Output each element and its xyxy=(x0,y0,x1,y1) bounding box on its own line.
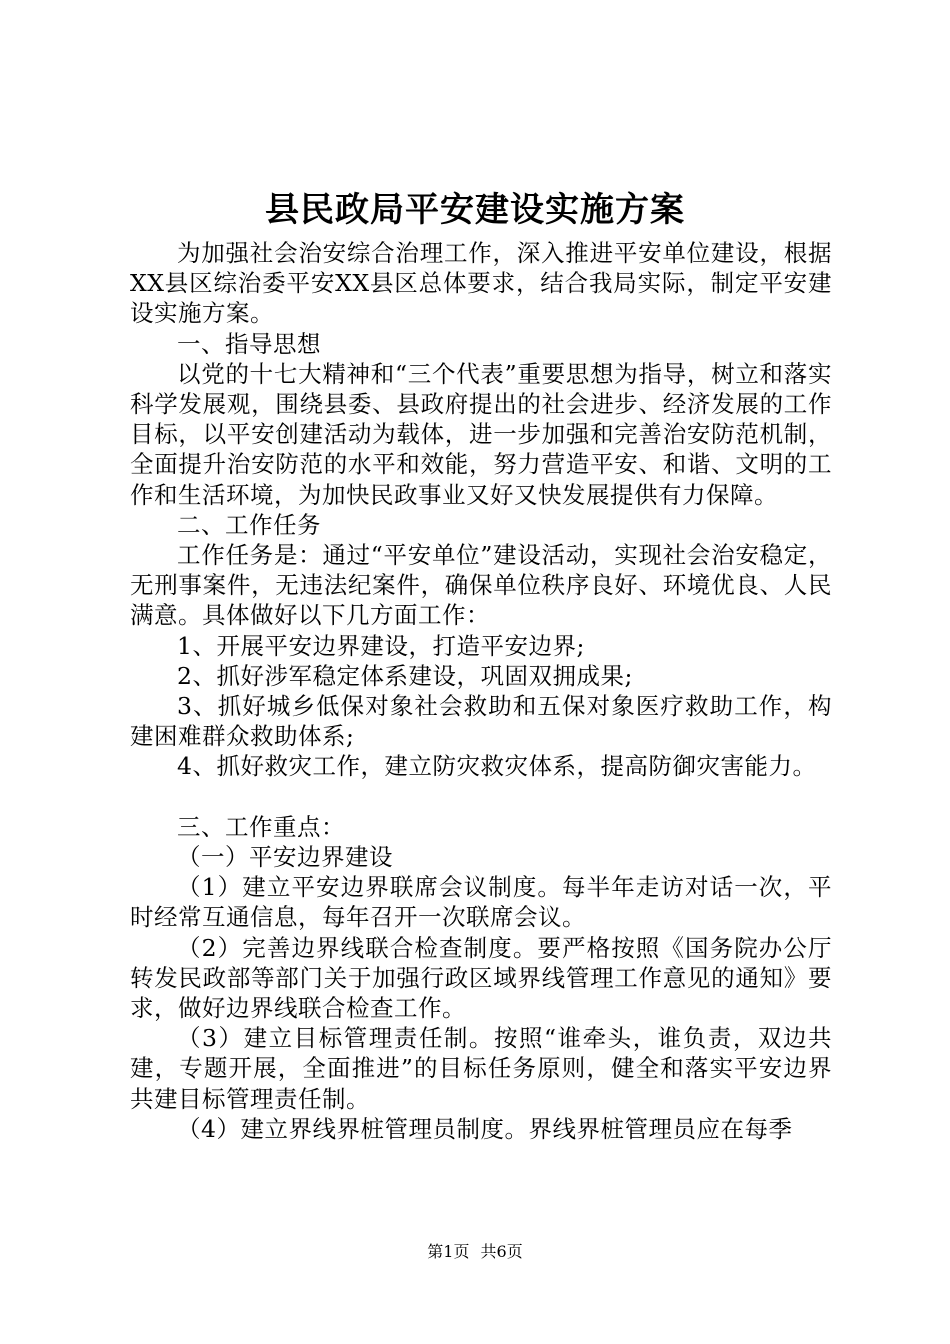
blank-line xyxy=(130,782,832,812)
subheading-border-safety: （一）平安边界建设 xyxy=(177,843,393,872)
paragraph-work-tasks: 工作任务是：通过“平安单位”建设活动，实现社会治安稳定，无刑事案件，无违法纪案件，确保单位秩序良好、环境优良、人民满意。具体做好以下几方面工作： xyxy=(130,541,832,630)
task-item-4: 4、抓好救灾工作，建立防灾救灾体系，提高防御灾害能力。 xyxy=(177,752,817,781)
task-item-1: 1、开展平安边界建设，打造平安边界; xyxy=(177,631,585,660)
paragraph-intro: 为加强社会治安综合治理工作，深入推进平安单位建设，根据XX县区综治委平安XX县区总体要求，结合我局实际，制定平安建设实施方案。 xyxy=(130,239,832,328)
document-body xyxy=(130,238,832,1144)
page-total: 共6页 xyxy=(480,1242,523,1261)
focus-item-3: （3）建立目标管理责任制。按照“谁牵头，谁负责，双边共建，专题开展，全面推进”的目标任务原则，健全和落实平安边界共建目标管理责任制。 xyxy=(130,1024,832,1113)
heading-work-tasks: 二、工作任务 xyxy=(177,510,321,539)
document-title: 县民政局平安建设实施方案 xyxy=(265,190,685,230)
focus-item-4: （4）建立界线界桩管理员制度。界线界桩管理员应在每季 xyxy=(177,1114,793,1143)
focus-item-1: （1）建立平安边界联席会议制度。每半年走访对话一次，平时经常互通信息，每年召开一次联席会议。 xyxy=(130,873,832,932)
heading-guiding-ideology: 一、指导思想 xyxy=(177,329,321,358)
task-item-2: 2、抓好涉军稳定体系建设，巩固双拥成果; xyxy=(177,661,633,690)
task-item-3: 3、抓好城乡低保对象社会救助和五保对象医疗救助工作，构建困难群众救助体系; xyxy=(130,692,832,751)
heading-work-focus: 三、工作重点： xyxy=(177,812,345,841)
focus-item-2: （2）完善边界线联合检查制度。要严格按照《国务院办公厅转发民政部等部门关于加强行政区域界线管理工作意见的通知》要求，做好边界线联合检查工作。 xyxy=(130,933,832,1023)
page-number: 第1页 xyxy=(427,1242,470,1261)
paragraph-guiding-ideology: 以党的十七大精神和“三个代表”重要思想为指导，树立和落实科学发展观，围绕县委、县政府提出的社会进步、经济发展的工作目标，以平安创建活动为载体，进一步加强和完善治安防范机制，全面提升治安防范的水平和效能，努力营造平安、和谐、文明的工作和生活环境，为加快民政事业又好又快发展提供有力保障。 xyxy=(130,359,832,509)
page-footer xyxy=(0,1240,950,1264)
